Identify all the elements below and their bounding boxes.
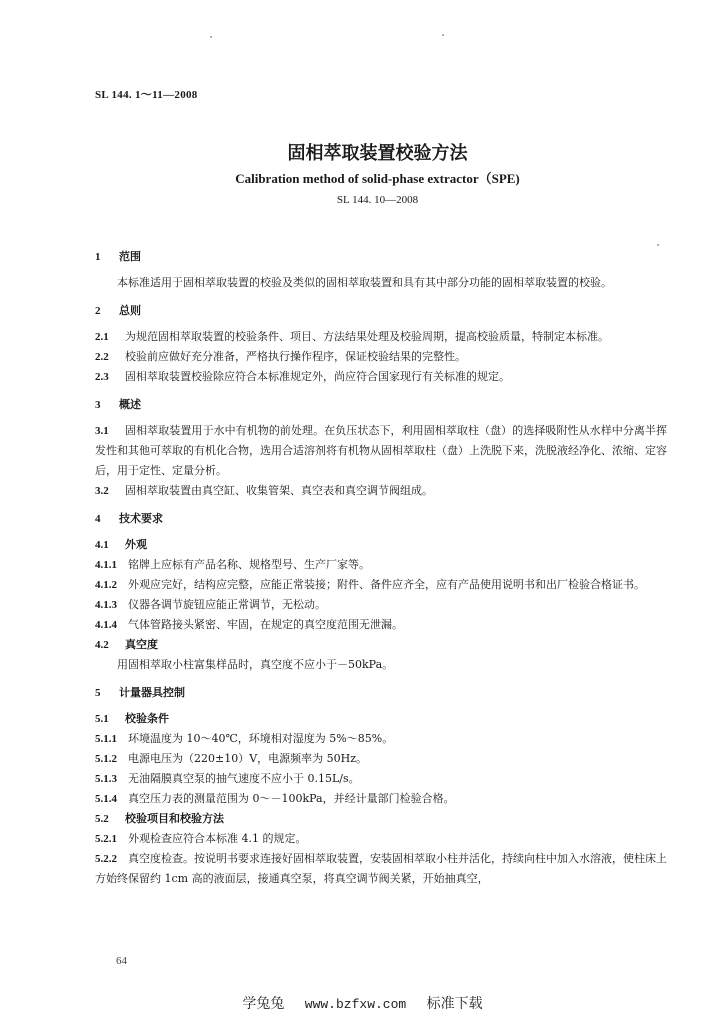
subsection-title: 真空度 — [125, 638, 158, 651]
clause-number: 5.1.4 — [95, 793, 117, 805]
section-heading — [95, 509, 667, 529]
subsection-number: 5.1 — [95, 713, 109, 725]
subsection-title: 校验项目和校验方法 — [125, 812, 224, 825]
clause-text: 环境温度为 10～40℃，环境相对湿度为 5%～85%。 — [128, 732, 394, 745]
section-heading — [95, 301, 667, 321]
site-tagline: 标准下载 — [426, 996, 483, 1012]
clause — [95, 829, 667, 849]
clause-number: 5.2.1 — [95, 833, 117, 845]
section-heading — [95, 395, 667, 415]
site-name: 学兔兔 — [242, 996, 285, 1012]
section-heading — [95, 247, 667, 267]
clause — [95, 575, 667, 595]
section-number: 1 — [95, 251, 101, 263]
page-number: 64 — [116, 955, 127, 967]
clause — [95, 789, 667, 809]
section-title: 范围 — [119, 250, 141, 263]
paragraph: 本标准适用于固相萃取装置的校验及类似的固相萃取装置和具有其中部分功能的固相萃取装置的校验。 — [117, 276, 612, 289]
clause-number: 2.1 — [95, 331, 109, 343]
subsection-heading — [95, 709, 667, 729]
clause-text: 气体管路接头紧密、牢固，在规定的真空度范围无泄漏。 — [128, 618, 403, 631]
subsection-number: 4.2 — [95, 639, 109, 651]
site-url-link[interactable]: www.bzfxw.com — [304, 997, 407, 1012]
clause-text: 外观检查应符合本标准 4.1 的规定。 — [128, 832, 307, 845]
clause — [95, 849, 667, 889]
clause-text: 固相萃取装置用于水中有机物的前处理。在负压状态下，利用固相萃取柱（盘）的选择吸附性从水样中分离半挥发性和其他可萃取的有机化合物，选用合适溶剂将有机物从固相萃取柱（盘）上洗脱下来，洗脱液经净化、浓缩、定容后，用于定性、定量分析。 — [95, 424, 667, 477]
clause — [95, 481, 667, 501]
clause-number: 4.1.1 — [95, 559, 117, 571]
clause-number: 5.2.2 — [95, 853, 117, 865]
subsection-title: 校验条件 — [125, 712, 169, 725]
clause — [95, 729, 667, 749]
subsection-heading — [95, 535, 667, 555]
clause-text: 电源电压为（220±10）V，电源频率为 50Hz。 — [128, 752, 368, 765]
clause-text: 仪器各调节旋钮应能正常调节，无松动。 — [128, 598, 326, 611]
clause-number: 4.1.4 — [95, 619, 117, 631]
title-chinese: 固相萃取装置校验方法 — [287, 143, 468, 164]
section-number: 5 — [95, 687, 101, 699]
standard-code: SL 144. 10—2008 — [336, 194, 419, 206]
clause-text: 真空度检查。按说明书要求连接好固相萃取装置，安装固相萃取小柱并活化，持续向柱中加入水溶液，使柱床上方始终保留约 1cm 高的液面层，接通真空泵，将真空调节阀关紧，开始抽真空， — [95, 852, 667, 885]
section-title: 计量器具控制 — [119, 686, 185, 699]
section-title: 技术要求 — [119, 512, 163, 525]
clause-text: 固相萃取装置由真空缸、收集管架、真空表和真空调节阀组成。 — [125, 484, 433, 497]
clause — [95, 421, 667, 481]
subsection-heading — [95, 635, 667, 655]
clause-number: 5.1.2 — [95, 753, 117, 765]
paragraph: 用固相萃取小柱富集样品时，真空度不应小于－50kPa。 — [117, 658, 394, 671]
section-title: 总则 — [119, 304, 141, 317]
clause — [95, 367, 667, 387]
title-english: Calibration method of solid-phase extractor（SPE) — [235, 171, 520, 186]
subsection-number: 5.2 — [95, 813, 109, 825]
scan-speck — [210, 36, 212, 38]
clause-text: 固相萃取装置校验除应符合本标准规定外，尚应符合国家现行有关标准的规定。 — [125, 370, 510, 383]
clause-number: 5.1.1 — [95, 733, 117, 745]
clause-text: 外观应完好，结构应完整，应能正常装接；附件、备件应齐全，应有产品使用说明书和出厂检验合格证书。 — [128, 578, 645, 591]
clause-text: 铭牌上应标有产品名称、规格型号、生产厂家等。 — [128, 558, 370, 571]
clause-text: 为规范固相萃取装置的校验条件、项目、方法结果处理及校验周期，提高校验质量，特制定本标准。 — [125, 330, 609, 343]
section-number: 3 — [95, 399, 101, 411]
running-head: SL 144. 1～11—2008 — [95, 89, 198, 101]
clause-number: 4.1.2 — [95, 579, 117, 591]
site-footer — [0, 993, 725, 1013]
clause-text: 无油隔膜真空泵的抽气速度不应小于 0.15L/s。 — [128, 772, 360, 785]
clause — [95, 327, 667, 347]
clause — [95, 595, 667, 615]
subsection-title: 外观 — [125, 538, 147, 551]
section-number: 2 — [95, 305, 101, 317]
clause — [95, 749, 667, 769]
clause-number: 3.1 — [95, 425, 109, 437]
clause — [95, 347, 667, 367]
clause-number: 5.1.3 — [95, 773, 117, 785]
clause-text: 真空压力表的测量范围为 0～－100kPa，并经计量部门检验合格。 — [128, 792, 455, 805]
subsection-number: 4.1 — [95, 539, 109, 551]
clause-text: 校验前应做好充分准备，严格执行操作程序，保证校验结果的完整性。 — [125, 350, 466, 363]
section-title: 概述 — [119, 398, 141, 411]
clause — [95, 615, 667, 635]
section-number: 4 — [95, 513, 101, 525]
subsection-heading — [95, 809, 667, 829]
title-block — [0, 142, 725, 208]
clause — [95, 769, 667, 789]
clause-number: 2.3 — [95, 371, 109, 383]
section-heading — [95, 683, 667, 703]
scan-speck — [442, 34, 444, 36]
clause — [95, 555, 667, 575]
document-body — [95, 241, 667, 889]
clause-number: 2.2 — [95, 351, 109, 363]
clause-number: 4.1.3 — [95, 599, 117, 611]
clause-number: 3.2 — [95, 485, 109, 497]
